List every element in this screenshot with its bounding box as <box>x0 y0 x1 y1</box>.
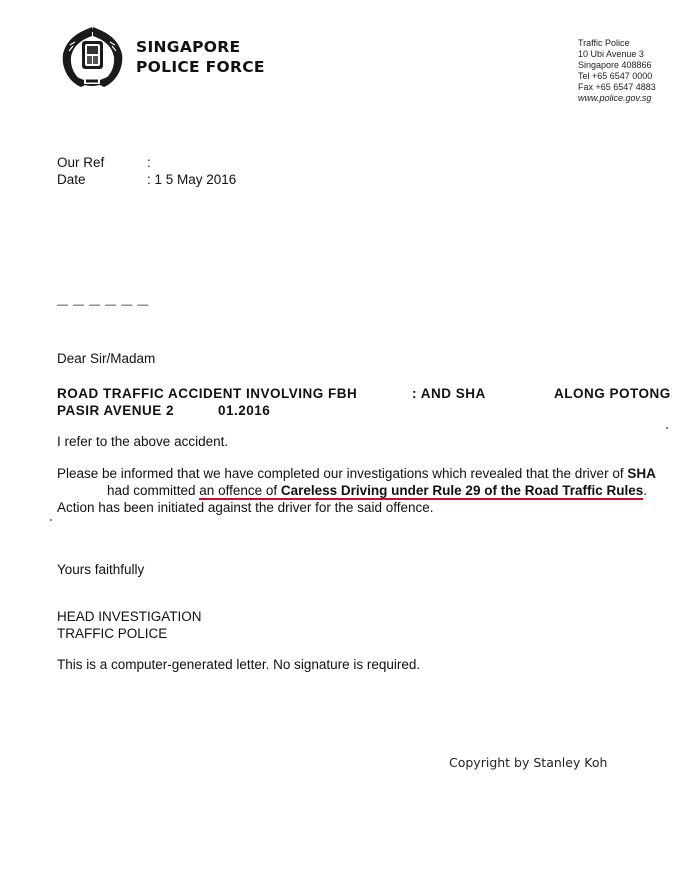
signatory-department: TRAFFIC POLICE <box>57 626 168 641</box>
subject-line <box>57 386 677 420</box>
paragraph-text: had committed <box>107 483 200 498</box>
police-crest-logo <box>57 24 128 92</box>
our-ref-label: Our Ref <box>57 155 105 170</box>
subject-part: : AND SHA <box>412 386 486 401</box>
highlighted-offence <box>199 483 643 500</box>
scan-speck <box>50 519 52 521</box>
website-link[interactable]: www.police.gov.sg <box>578 93 652 103</box>
closing: Yours faithfully <box>57 562 145 577</box>
vehicle-plate: SHA <box>627 466 656 481</box>
salutation: Dear Sir/Madam <box>57 351 156 366</box>
subject-part: ROAD TRAFFIC ACCIDENT INVOLVING FBH <box>57 386 358 401</box>
organization-name <box>136 37 265 77</box>
paragraph-text: an offence of <box>199 483 281 498</box>
body-paragraph <box>57 465 677 516</box>
paragraph-text: . <box>643 483 647 498</box>
paragraph-text: Please be informed that we have completed our investigations which revealed that the driver of <box>57 466 628 481</box>
subject-part: 01.2016 <box>218 403 271 418</box>
paragraph-text: Action has been initiated against the driver for the said offence. <box>57 500 434 515</box>
org-name-line1: SINGAPORE <box>136 38 241 56</box>
subject-part: PASIR AVENUE 2 <box>57 403 175 418</box>
signatory-title: HEAD INVESTIGATION <box>57 609 202 624</box>
address-line: Traffic Police <box>578 38 630 48</box>
date-label: Date <box>57 172 86 187</box>
offence-name: Careless Driving under Rule 29 of the Road Traffic Rules <box>280 483 644 498</box>
address-line: Fax +65 6547 4883 <box>578 82 656 92</box>
address-line: Tel +65 6547 0000 <box>578 71 653 81</box>
intro-sentence: I refer to the above accident. <box>57 434 229 449</box>
date-value: : 1 5 May 2016 <box>147 172 237 187</box>
computer-generated-note: This is a computer-generated letter. No signature is required. <box>57 657 421 672</box>
reference-block <box>57 154 236 188</box>
recipient-address-fragment: — — — — — — <box>57 299 150 306</box>
our-ref-value: : <box>147 155 151 170</box>
signatory <box>57 608 202 642</box>
scan-speck <box>666 427 668 429</box>
subject-part: ALONG POTONG <box>554 386 671 401</box>
sender-address <box>578 38 656 104</box>
copyright-watermark: Copyright by Stanley Koh <box>449 755 608 770</box>
address-line: Singapore 408866 <box>578 60 652 70</box>
org-name-line2: POLICE FORCE <box>136 58 265 76</box>
address-line: 10 Ubi Avenue 3 <box>578 49 644 59</box>
